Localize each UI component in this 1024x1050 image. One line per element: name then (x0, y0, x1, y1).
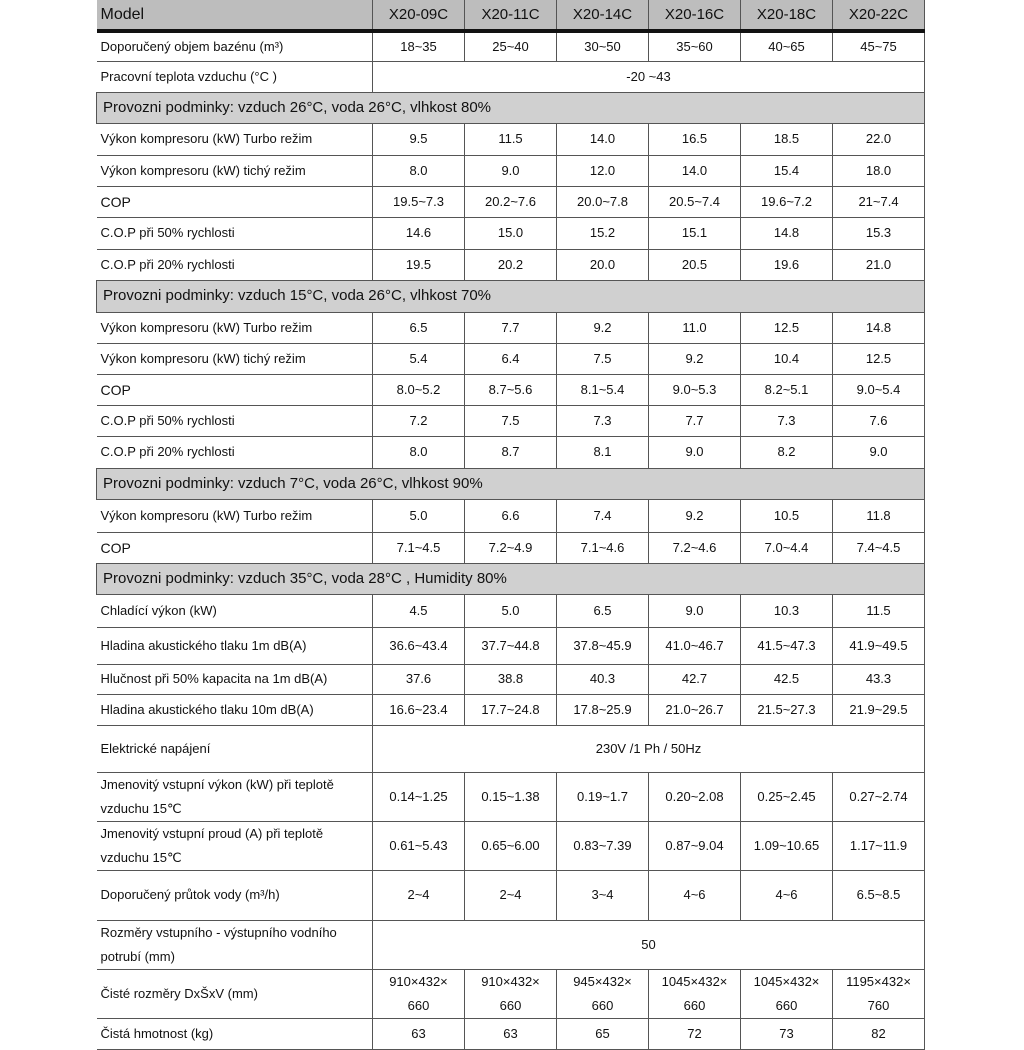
table-row (97, 343, 925, 374)
value-cell: 11.5 (833, 594, 925, 627)
value-cell: 8.7~5.6 (465, 374, 557, 405)
table-row (97, 725, 925, 772)
table-row (97, 186, 925, 217)
section-title: Provozni podminky: vzduch 7°C, voda 26°C, vlhkost 90% (97, 468, 925, 499)
model-column-header: X20-16C (649, 0, 741, 31)
value-cell: 8.1~5.4 (557, 374, 649, 405)
value-cell: 945×432× 660 (557, 969, 649, 1018)
value-cell: 0.65~6.00 (465, 821, 557, 870)
row-label: C.O.P při 20% rychlosti (97, 249, 373, 280)
row-label: C.O.P při 50% rychlosti (97, 405, 373, 436)
section-header-row (97, 563, 925, 594)
value-cell: 10.3 (741, 594, 833, 627)
row-label: Hladina akustického tlaku 1m dB(A) (97, 627, 373, 664)
value-cell: 2~4 (373, 870, 465, 920)
row-label: C.O.P při 20% rychlosti (97, 436, 373, 468)
value-cell: 20.2~7.6 (465, 186, 557, 217)
table-row (97, 436, 925, 468)
row-label: Doporučený objem bazénu (m³) (97, 31, 373, 61)
value-cell: 7.6 (833, 405, 925, 436)
value-cell: 10.4 (741, 343, 833, 374)
value-cell: 7.4~4.5 (833, 532, 925, 563)
value-cell: 12.5 (833, 343, 925, 374)
value-cell: 65 (557, 1018, 649, 1049)
row-label: Chladící výkon (kW) (97, 594, 373, 627)
value-cell: 9.0~5.4 (833, 374, 925, 405)
table-row (97, 772, 925, 821)
row-label: Jmenovitý vstupní proud (A) při teplotě vzduchu 15℃ (97, 821, 373, 870)
row-label: C.O.P při 50% rychlosti (97, 217, 373, 249)
table-row (97, 532, 925, 563)
value-cell: 42.5 (741, 664, 833, 694)
row-label: Rozměry vstupního - výstupního vodního potrubí (mm) (97, 920, 373, 969)
table-row (97, 31, 925, 61)
value-cell: 0.27~2.74 (833, 772, 925, 821)
value-cell: 21.0 (833, 249, 925, 280)
value-cell: 6.4 (465, 343, 557, 374)
value-cell: 7.1~4.5 (373, 532, 465, 563)
value-cell: 20.0 (557, 249, 649, 280)
value-cell: 20.5 (649, 249, 741, 280)
value-cell: 9.2 (557, 312, 649, 343)
value-cell: 7.4 (557, 499, 649, 532)
value-cell: 41.0~46.7 (649, 627, 741, 664)
row-label: Jmenovitý vstupní výkon (kW) při teplotě vzduchu 15℃ (97, 772, 373, 821)
value-cell: 7.1~4.6 (557, 532, 649, 563)
value-cell: 0.61~5.43 (373, 821, 465, 870)
value-cell: 41.5~47.3 (741, 627, 833, 664)
value-cell: 82 (833, 1018, 925, 1049)
table-row (97, 499, 925, 532)
row-label: Výkon kompresoru (kW) Turbo režim (97, 312, 373, 343)
value-cell: 11.5 (465, 123, 557, 155)
value-cell: 15.0 (465, 217, 557, 249)
value-cell: 22.0 (833, 123, 925, 155)
table-row (97, 61, 925, 92)
row-label: Čisté rozměry DxŠxV (mm) (97, 969, 373, 1018)
table-row (97, 969, 925, 1018)
value-cell: 4~6 (741, 870, 833, 920)
value-cell: 20.2 (465, 249, 557, 280)
value-cell: 5.0 (373, 499, 465, 532)
value-cell: 9.0 (833, 436, 925, 468)
value-cell: 15.2 (557, 217, 649, 249)
row-label: COP (97, 532, 373, 563)
table-row (97, 920, 925, 969)
value-cell: 6.5 (557, 594, 649, 627)
row-label: Hlučnost při 50% kapacita na 1m dB(A) (97, 664, 373, 694)
value-cell: 20.0~7.8 (557, 186, 649, 217)
value-cell: 0.14~1.25 (373, 772, 465, 821)
model-column-header: X20-22C (833, 0, 925, 31)
value-cell: 14.8 (741, 217, 833, 249)
value-cell: 8.2~5.1 (741, 374, 833, 405)
value-cell: 9.2 (649, 499, 741, 532)
value-cell: 9.0 (649, 436, 741, 468)
value-cell: 0.19~1.7 (557, 772, 649, 821)
value-cell: 7.0~4.4 (741, 532, 833, 563)
value-cell: 42.7 (649, 664, 741, 694)
value-cell: 43.3 (833, 664, 925, 694)
value-cell: 9.0 (649, 594, 741, 627)
table-row (97, 312, 925, 343)
merged-value-cell: -20 ~43 (373, 61, 925, 92)
section-title: Provozni podminky: vzduch 15°C, voda 26°C, vlhkost 70% (97, 280, 925, 312)
value-cell: 25~40 (465, 31, 557, 61)
table-row (97, 594, 925, 627)
value-cell: 910×432× 660 (373, 969, 465, 1018)
value-cell: 0.20~2.08 (649, 772, 741, 821)
section-header-row (97, 92, 925, 123)
model-column-header: X20-14C (557, 0, 649, 31)
row-label: COP (97, 374, 373, 405)
table-row (97, 405, 925, 436)
table-row (97, 374, 925, 405)
table-row (97, 217, 925, 249)
value-cell: 12.0 (557, 155, 649, 186)
value-cell: 14.0 (649, 155, 741, 186)
merged-value-cell: 230V /1 Ph / 50Hz (373, 725, 925, 772)
value-cell: 6.5~8.5 (833, 870, 925, 920)
value-cell: 18~35 (373, 31, 465, 61)
section-header-row (97, 468, 925, 499)
value-cell: 15.3 (833, 217, 925, 249)
value-cell: 17.8~25.9 (557, 694, 649, 725)
value-cell: 19.5 (373, 249, 465, 280)
row-label: Elektrické napájení (97, 725, 373, 772)
value-cell: 19.5~7.3 (373, 186, 465, 217)
value-cell: 63 (373, 1018, 465, 1049)
table-row (97, 1018, 925, 1049)
value-cell: 9.0~5.3 (649, 374, 741, 405)
value-cell: 21.5~27.3 (741, 694, 833, 725)
section-header-row (97, 280, 925, 312)
value-cell: 40.3 (557, 664, 649, 694)
value-cell: 11.0 (649, 312, 741, 343)
value-cell: 19.6 (741, 249, 833, 280)
value-cell: 45~75 (833, 31, 925, 61)
row-label: Hladina akustického tlaku 10m dB(A) (97, 694, 373, 725)
row-label: Čistá hmotnost (kg) (97, 1018, 373, 1049)
table-row (97, 627, 925, 664)
value-cell: 20.5~7.4 (649, 186, 741, 217)
value-cell: 37.6 (373, 664, 465, 694)
value-cell: 5.4 (373, 343, 465, 374)
value-cell: 1.17~11.9 (833, 821, 925, 870)
value-cell: 18.0 (833, 155, 925, 186)
value-cell: 5.0 (465, 594, 557, 627)
row-label: Pracovní teplota vzduchu (°C ) (97, 61, 373, 92)
value-cell: 17.7~24.8 (465, 694, 557, 725)
value-cell: 36.6~43.4 (373, 627, 465, 664)
value-cell: 4.5 (373, 594, 465, 627)
row-label: Výkon kompresoru (kW) tichý režim (97, 155, 373, 186)
row-label: Výkon kompresoru (kW) Turbo režim (97, 123, 373, 155)
value-cell: 37.8~45.9 (557, 627, 649, 664)
model-column-header: X20-18C (741, 0, 833, 31)
value-cell: 8.0 (373, 155, 465, 186)
value-cell: 21.9~29.5 (833, 694, 925, 725)
row-label: Výkon kompresoru (kW) tichý režim (97, 343, 373, 374)
value-cell: 0.25~2.45 (741, 772, 833, 821)
value-cell: 7.3 (741, 405, 833, 436)
value-cell: 1.09~10.65 (741, 821, 833, 870)
value-cell: 37.7~44.8 (465, 627, 557, 664)
value-cell: 72 (649, 1018, 741, 1049)
value-cell: 15.1 (649, 217, 741, 249)
value-cell: 18.5 (741, 123, 833, 155)
value-cell: 16.6~23.4 (373, 694, 465, 725)
value-cell: 41.9~49.5 (833, 627, 925, 664)
spec-table (96, 0, 925, 1050)
value-cell: 6.5 (373, 312, 465, 343)
value-cell: 8.0 (373, 436, 465, 468)
value-cell: 1195×432× 760 (833, 969, 925, 1018)
value-cell: 2~4 (465, 870, 557, 920)
row-label: Výkon kompresoru (kW) Turbo režim (97, 499, 373, 532)
table-row (97, 694, 925, 725)
value-cell: 0.15~1.38 (465, 772, 557, 821)
value-cell: 9.5 (373, 123, 465, 155)
header-row (97, 0, 925, 31)
section-title: Provozni podminky: vzduch 26°C, voda 26°C, vlhkost 80% (97, 92, 925, 123)
value-cell: 3~4 (557, 870, 649, 920)
row-label: COP (97, 186, 373, 217)
value-cell: 0.87~9.04 (649, 821, 741, 870)
merged-value-cell: 50 (373, 920, 925, 969)
value-cell: 8.0~5.2 (373, 374, 465, 405)
table-row (97, 249, 925, 280)
value-cell: 11.8 (833, 499, 925, 532)
value-cell: 7.7 (465, 312, 557, 343)
value-cell: 7.2~4.9 (465, 532, 557, 563)
value-cell: 7.5 (557, 343, 649, 374)
value-cell: 14.8 (833, 312, 925, 343)
row-label: Doporučený průtok vody (m³/h) (97, 870, 373, 920)
value-cell: 12.5 (741, 312, 833, 343)
value-cell: 9.2 (649, 343, 741, 374)
value-cell: 16.5 (649, 123, 741, 155)
value-cell: 1045×432× 660 (741, 969, 833, 1018)
value-cell: 8.2 (741, 436, 833, 468)
model-label: Model (97, 0, 373, 31)
model-column-header: X20-11C (465, 0, 557, 31)
table-row (97, 123, 925, 155)
value-cell: 63 (465, 1018, 557, 1049)
value-cell: 30~50 (557, 31, 649, 61)
value-cell: 4~6 (649, 870, 741, 920)
value-cell: 7.3 (557, 405, 649, 436)
value-cell: 14.0 (557, 123, 649, 155)
table-row (97, 821, 925, 870)
value-cell: 35~60 (649, 31, 741, 61)
value-cell: 21.0~26.7 (649, 694, 741, 725)
value-cell: 21~7.4 (833, 186, 925, 217)
value-cell: 19.6~7.2 (741, 186, 833, 217)
value-cell: 15.4 (741, 155, 833, 186)
value-cell: 8.1 (557, 436, 649, 468)
value-cell: 0.83~7.39 (557, 821, 649, 870)
value-cell: 40~65 (741, 31, 833, 61)
value-cell: 9.0 (465, 155, 557, 186)
value-cell: 7.7 (649, 405, 741, 436)
value-cell: 14.6 (373, 217, 465, 249)
table-row (97, 155, 925, 186)
table-row (97, 664, 925, 694)
value-cell: 38.8 (465, 664, 557, 694)
table-row (97, 870, 925, 920)
value-cell: 910×432× 660 (465, 969, 557, 1018)
value-cell: 6.6 (465, 499, 557, 532)
value-cell: 1045×432× 660 (649, 969, 741, 1018)
value-cell: 7.5 (465, 405, 557, 436)
value-cell: 7.2 (373, 405, 465, 436)
section-title: Provozni podminky: vzduch 35°C, voda 28°C , Humidity 80% (97, 563, 925, 594)
value-cell: 10.5 (741, 499, 833, 532)
value-cell: 8.7 (465, 436, 557, 468)
value-cell: 73 (741, 1018, 833, 1049)
value-cell: 7.2~4.6 (649, 532, 741, 563)
model-column-header: X20-09C (373, 0, 465, 31)
